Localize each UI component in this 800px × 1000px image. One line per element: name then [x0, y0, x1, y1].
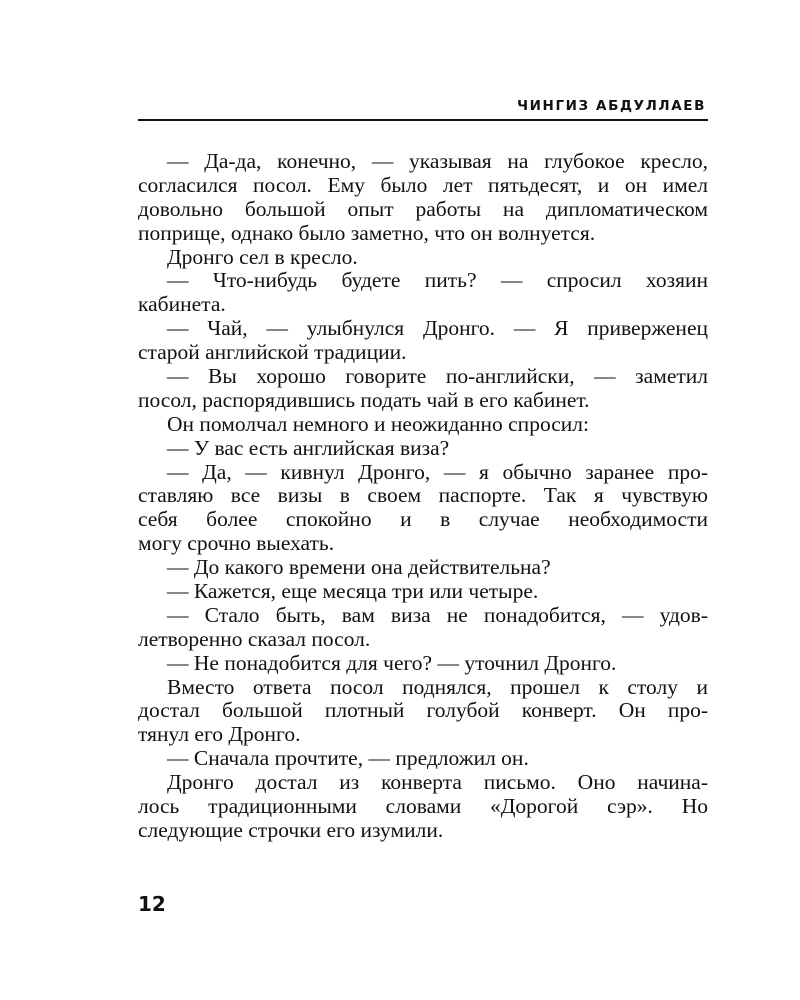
text-line: согласился посол. Ему было лет пятьдесят, и он имел	[138, 172, 708, 197]
text-line: кабинета.	[138, 292, 226, 317]
text-line: — Стало быть, вам виза не понадобится, — удов-	[167, 602, 708, 627]
text-line: — До какого времени она действительна?	[167, 555, 551, 580]
body-text	[138, 150, 708, 843]
text-line: летворенно сказал посол.	[138, 626, 371, 651]
text-line: Вместо ответа посол поднялся, прошел к столу и	[167, 674, 708, 699]
text-line: достал большой плотный голубой конверт. Он про-	[138, 698, 708, 723]
text-line: — Чай, — улыбнулся Дронго. — Я приверженец	[167, 316, 708, 341]
text-line: — Да, — кивнул Дронго, — я обычно заранее про-	[167, 459, 708, 484]
text-line: — Что-нибудь будете пить? — спросил хозяин	[167, 268, 708, 293]
text-line: себя более спокойно и в случае необходимости	[138, 507, 708, 532]
text-line: посол, распорядившись подать чай в его кабинет.	[138, 387, 590, 412]
text-line: тянул его Дронго.	[138, 722, 301, 747]
text-line: лось традиционными словами «Дорогой сэр». Но	[138, 794, 708, 819]
text-line: Дронго достал из конверта письмо. Оно начина-	[167, 770, 708, 795]
text-line: — Кажется, еще месяца три или четыре.	[167, 579, 539, 604]
text-line: — Сначала прочтите, — предложил он.	[167, 746, 529, 771]
text-line: — Не понадобится для чего? — уточнил Дронго.	[167, 650, 617, 675]
text-line: поприще, однако было заметно, что он волнуется.	[138, 220, 596, 245]
running-head-title: ЧИНГИЗ АБДУЛЛАЕВ	[517, 98, 706, 114]
text-line: — У вас есть английская виза?	[167, 435, 450, 460]
text-line: Дронго сел в кресло.	[167, 244, 358, 269]
text-line: довольно большой опыт работы на дипломатическом	[138, 196, 708, 221]
text-line: старой английской традиции.	[138, 340, 407, 365]
text-line: — Да-да, конечно, — указывая на глубокое кресло,	[167, 149, 708, 173]
text-line: могу срочно выехать.	[138, 531, 335, 556]
text-line: следующие строчки его изумили.	[138, 817, 444, 842]
text-line: Он помолчал немного и неожиданно спросил:	[167, 411, 589, 436]
text-line: — Вы хорошо говорите по-английски, — заметил	[167, 364, 708, 389]
running-head	[138, 98, 708, 121]
text-line: ставляю все визы в своем паспорте. Так я чувствую	[138, 483, 708, 508]
page-number: 12	[138, 892, 166, 916]
